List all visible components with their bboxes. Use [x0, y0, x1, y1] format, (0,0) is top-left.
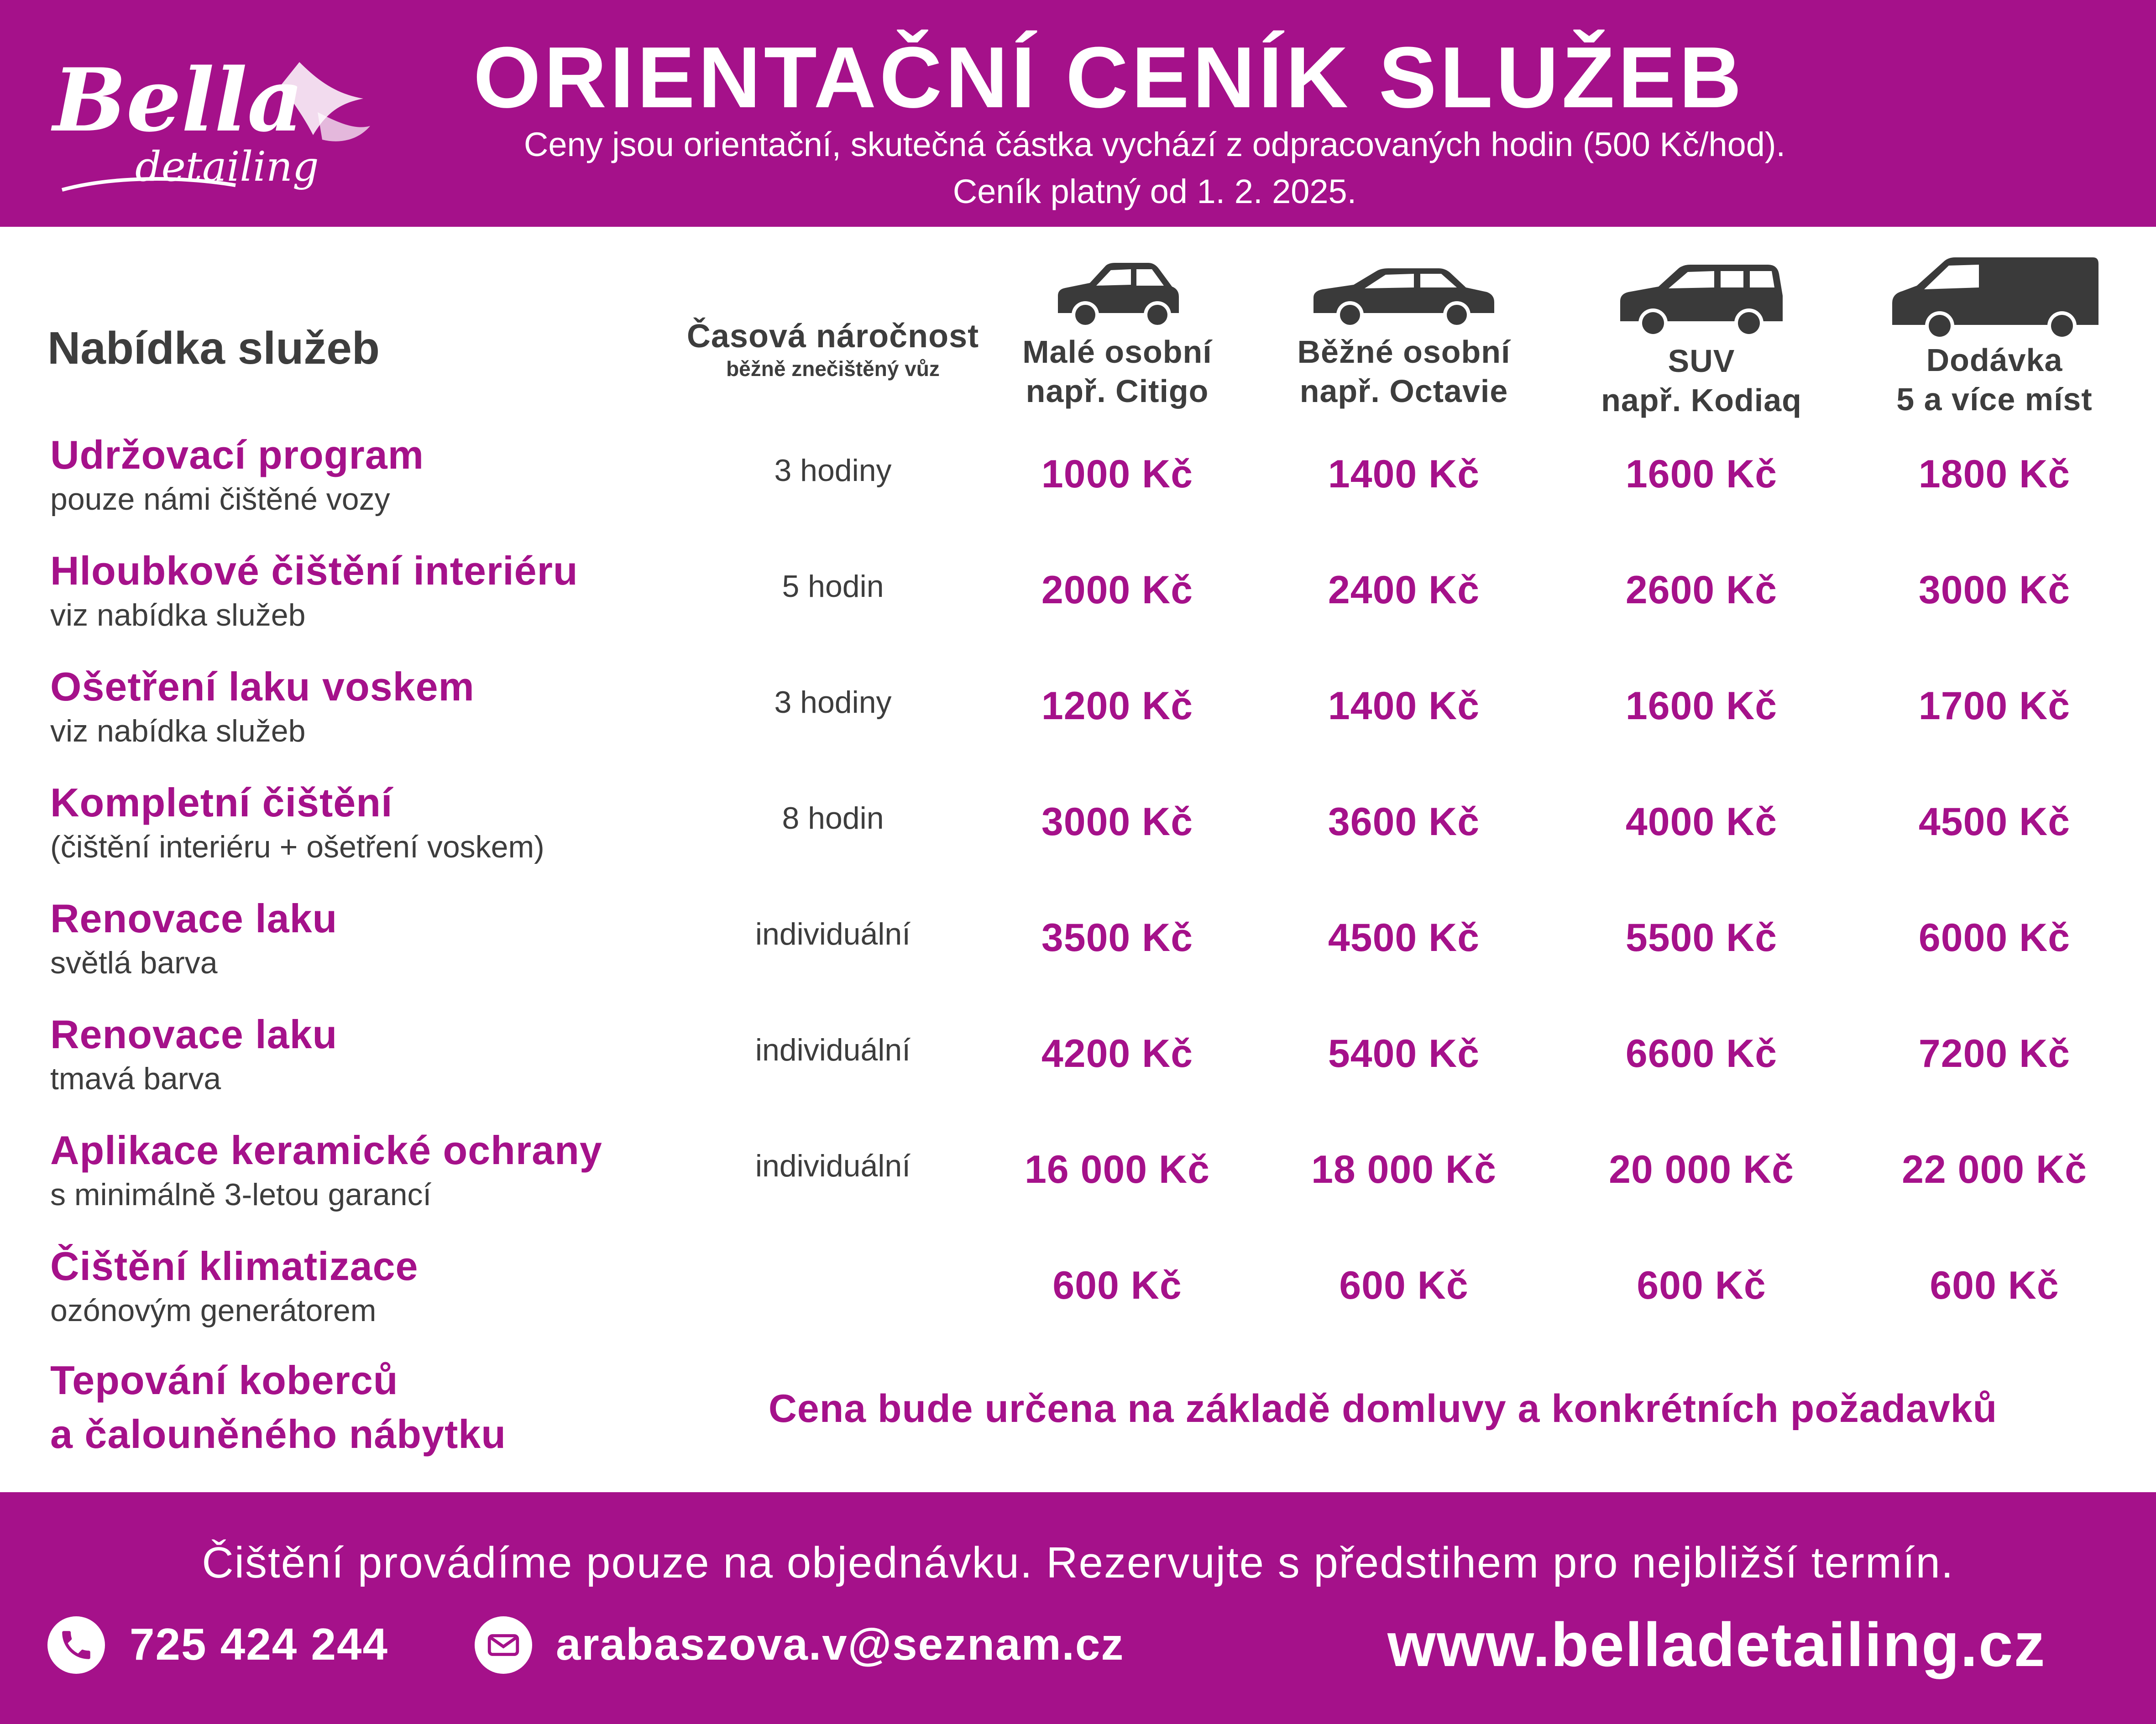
- price-suv: 1600 Kč: [1625, 684, 1778, 728]
- price-small: 1000 Kč: [1041, 452, 1193, 496]
- price-suv: 4000 Kč: [1625, 800, 1778, 844]
- price-van: 600 Kč: [1930, 1264, 2059, 1307]
- small-car-icon: [1049, 259, 1186, 332]
- price-suv: 600 Kč: [1637, 1264, 1766, 1307]
- service-time: 8 hodin: [782, 801, 884, 836]
- price-suv: 5500 Kč: [1625, 916, 1778, 960]
- service-note: s minimálně 3-letou garancí: [50, 1177, 432, 1212]
- price-small: 16 000 Kč: [1025, 1148, 1210, 1191]
- service-note: světlá barva: [50, 946, 218, 980]
- service-time: individuální: [755, 1149, 911, 1183]
- service-note: ozónovým generátorem: [50, 1293, 377, 1328]
- price-regular: 18 000 Kč: [1311, 1148, 1497, 1191]
- vehicle-column-regular: Běžné osobní např. Octavie: [1267, 259, 1541, 411]
- envelope-icon: [475, 1616, 532, 1674]
- price-suv: 1600 Kč: [1625, 452, 1778, 496]
- service-note: viz nabídka služeb: [50, 598, 306, 632]
- service-note: (čištění interiéru + ošetření voskem): [50, 830, 544, 864]
- price-suv: 2600 Kč: [1625, 568, 1778, 612]
- services-heading: Nabídka služeb: [47, 323, 380, 374]
- price-regular: 4500 Kč: [1328, 916, 1480, 960]
- price-small: 3000 Kč: [1041, 800, 1193, 844]
- service-name: Udržovací program: [50, 432, 424, 477]
- suv-car-icon: [1615, 259, 1788, 341]
- service-note: pouze námi čištěné vozy: [50, 482, 390, 517]
- service-time: 3 hodiny: [774, 685, 892, 720]
- service-name: Tepování koberců: [50, 1358, 398, 1403]
- service-time: 5 hodin: [782, 569, 884, 604]
- price-small: 4200 Kč: [1041, 1032, 1193, 1076]
- price-suv: 20 000 Kč: [1609, 1148, 1794, 1191]
- service-name: Renovace laku: [50, 1012, 338, 1057]
- service-time: 3 hodiny: [774, 453, 892, 488]
- service-name: Hloubkové čištění interiéru: [50, 548, 578, 593]
- svg-text:detailing: detailing: [135, 143, 319, 191]
- time-column-heading: [666, 317, 1000, 382]
- price-regular: 3600 Kč: [1328, 800, 1480, 844]
- price-van: 3000 Kč: [1918, 568, 2071, 612]
- service-time: individuální: [755, 917, 911, 951]
- page-title: ORIENTAČNÍ CENÍK SLUŽEB: [473, 29, 1745, 126]
- service-name: Renovace laku: [50, 896, 338, 941]
- price-on-request-note: Cena bude určena na základě domluvy a konkrétních požadavků: [768, 1387, 1998, 1431]
- email-link[interactable]: arabaszova.v@seznam.cz: [556, 1619, 1125, 1669]
- service-row: [0, 1009, 2156, 1119]
- price-small: 3500 Kč: [1041, 916, 1193, 960]
- price-regular: 5400 Kč: [1328, 1032, 1480, 1076]
- phone-number-link[interactable]: 725 424 244: [130, 1619, 388, 1669]
- service-note: viz nabídka služeb: [50, 714, 306, 748]
- van-icon: [1889, 254, 2099, 340]
- price-small: 1200 Kč: [1041, 684, 1193, 728]
- vehicle-column-suv: SUV např. Kodiaq: [1565, 259, 1838, 420]
- service-name-line-2: a čalouněného nábytku: [50, 1411, 506, 1457]
- service-row: [0, 430, 2156, 539]
- service-row: [0, 778, 2156, 887]
- service-name: Kompletní čištění: [50, 780, 393, 825]
- website-link[interactable]: www.belladetailing.cz: [1387, 1610, 2046, 1679]
- service-row: [0, 1241, 2156, 1351]
- service-name: Ošetření laku voskem: [50, 664, 475, 709]
- service-name: Čištění klimatizace: [50, 1243, 419, 1289]
- price-suv: 6600 Kč: [1625, 1032, 1778, 1076]
- price-van: 22 000 Kč: [1902, 1148, 2087, 1191]
- time-subheading: běžně znečištěný vůz: [726, 357, 940, 381]
- service-row: [0, 1125, 2156, 1235]
- price-van: 4500 Kč: [1918, 800, 2071, 844]
- price-regular: 1400 Kč: [1328, 684, 1480, 728]
- sedan-car-icon: [1308, 259, 1500, 332]
- price-van: 7200 Kč: [1918, 1032, 2071, 1076]
- service-note: tmavá barva: [50, 1061, 221, 1096]
- vehicle-column-van: Dodávka 5 a více míst: [1858, 254, 2131, 419]
- price-van: 6000 Kč: [1918, 916, 2071, 960]
- price-small: 2000 Kč: [1041, 568, 1193, 612]
- vehicle-column-small: Malé osobní např. Citigo: [980, 259, 1254, 411]
- carpet-cleaning-row: [0, 1357, 2156, 1467]
- service-time: individuální: [755, 1033, 911, 1067]
- price-regular: 2400 Kč: [1328, 568, 1480, 612]
- service-row: [0, 546, 2156, 655]
- price-regular: 1400 Kč: [1328, 452, 1480, 496]
- service-name: Aplikace keramické ochrany: [50, 1128, 602, 1173]
- validity-date: Ceník platný od 1. 2. 2025.: [952, 172, 1357, 210]
- price-small: 600 Kč: [1052, 1264, 1182, 1307]
- service-row: [0, 662, 2156, 771]
- phone-icon: [47, 1616, 105, 1674]
- price-disclaimer: Ceny jsou orientační, skutečná částka vychází z odpracovaných hodin (500 Kč/hod).: [523, 125, 1786, 163]
- time-heading: Časová náročnost: [686, 318, 979, 355]
- service-row: [0, 893, 2156, 1003]
- price-van: 1700 Kč: [1918, 684, 2071, 728]
- svg-text:Bella: Bella: [53, 49, 304, 151]
- price-regular: 600 Kč: [1339, 1264, 1469, 1307]
- header-banner: [0, 0, 2156, 227]
- booking-notice: Čištění provádíme pouze na objednávku. Rezervujte s předstihem pro nejbližší termín.: [202, 1538, 1954, 1587]
- footer-banner: [0, 1492, 2156, 1724]
- price-van: 1800 Kč: [1918, 452, 2071, 496]
